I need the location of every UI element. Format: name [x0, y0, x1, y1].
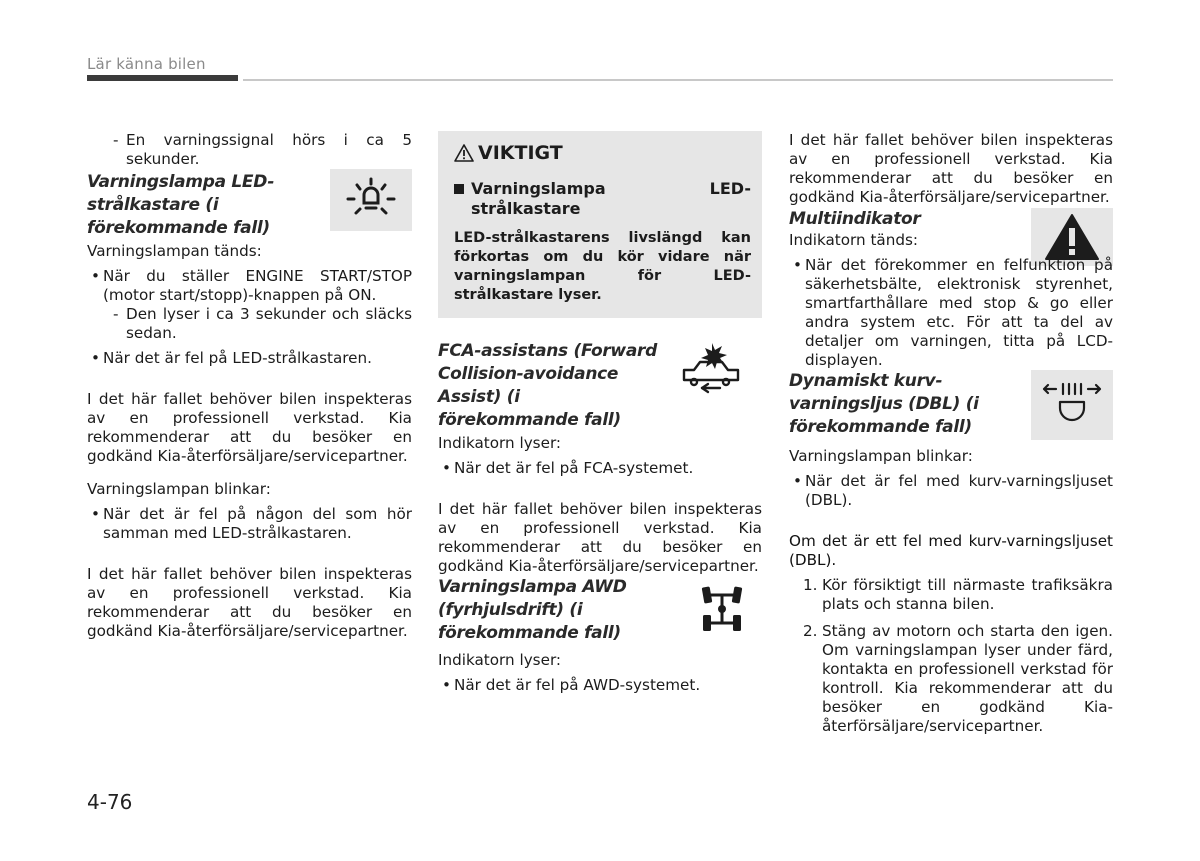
- header-accent-bar: [87, 75, 238, 81]
- column-1: [87, 131, 412, 641]
- page-number: 4-76: [87, 790, 133, 814]
- column-2: [438, 131, 762, 695]
- header-rule: [243, 79, 1113, 81]
- multi-heading: Multiindikator: [789, 209, 921, 229]
- warning-title: VIKTIGT: [478, 142, 563, 164]
- multi-bullet: • När det förekommer en felfunktion på säkerhetsbälte, elektronisk styrenhet, smartfarthållare med stop & go eller andra system etc. För att ta del av detaljer om varningen, titta på LCD-displayen.: [789, 256, 1113, 370]
- led-lights-dash-list: [87, 305, 412, 343]
- dbl-step-2: [789, 622, 1113, 736]
- warning-title-row: [454, 141, 751, 165]
- awd-bullet: • När det är fel på AWD-systemet.: [438, 676, 762, 695]
- fca-icon-box: [672, 338, 762, 400]
- dbl-bullet: • När det är fel med kurv-varningsljuset (DBL).: [789, 472, 1113, 510]
- inspect-paragraph-2: I det här fallet behöver bilen inspekteras av en professionell verkstad. Kia rekommenderar att du besöker en godkänd Kia-återförsäljare/servicepartner.: [87, 565, 412, 640]
- intro-dash-list: [87, 131, 412, 169]
- dbl-heading: Dynamiskt kurv-varningsljus (DBL) (i förekommande fall): [789, 371, 979, 437]
- section-title: Lär känna bilen: [87, 55, 206, 73]
- awd-section-header: [438, 576, 762, 645]
- led-lights-label: Varningslampan tänds:: [87, 242, 262, 260]
- warning-text: LED-strålkastarens livslängd kan förkortas om du kör vidare när varningslampan för LED-strålkastare lyser.: [454, 230, 751, 303]
- fca-inspect-paragraph: I det här fallet behöver bilen inspekteras av en professionell verkstad. Kia rekommenderar att du besöker en godkänd Kia-återförsäljare/servicepartner.: [438, 500, 762, 575]
- warning-subtitle: Varningslampa LED-strålkastare: [454, 179, 751, 219]
- blink-bullet: • När det är fel på någon del som hör samman med LED-strålkastaren.: [87, 505, 412, 543]
- dbl-fault-intro: Om det är ett fel med kurv-varningsljuset (DBL).: [789, 532, 1113, 569]
- dbl-step-1: [789, 576, 1113, 614]
- led-heading: Varningslampa LED-strålkastare (i förekommande fall): [87, 172, 275, 238]
- step-text: Stäng av motorn och starta den igen. Om varningslampan lyser under färd, kontakta en professionell verkstad för kontroll. Kia rekommenderar att du besöker en godkänd Kia-återförsäljare/servicepartner.: [822, 622, 1113, 735]
- awd-heading: Varningslampa AWD (fyrhjulsdrift) (i förekommande fall): [438, 577, 627, 643]
- fca-list: [438, 459, 762, 478]
- awd-warning-icon: [699, 581, 745, 637]
- fca-warning-icon: [676, 338, 758, 400]
- led-headlamp-warning-icon: [342, 175, 400, 225]
- column-3: [789, 131, 1113, 736]
- warning-box: [438, 131, 762, 318]
- inspect-paragraph-1: I det här fallet behöver bilen inspekteras av en professionell verkstad. Kia rekommenderar att du besöker en godkänd Kia-återförsäljare/servicepartner.: [87, 390, 412, 465]
- led-section-header: [87, 171, 412, 240]
- step-number: 1.: [803, 576, 818, 594]
- led-lights-list-2: [87, 349, 412, 368]
- intro-dash-item: - En varningssignal hörs i ca 5 sekunder.: [87, 131, 412, 169]
- col3-inspect-paragraph: I det här fallet behöver bilen inspekteras av en professionell verkstad. Kia rekommenderar att du besöker en godkänd Kia-återförsäljare/servicepartner.: [789, 131, 1113, 206]
- multi-section-header: [789, 208, 1113, 231]
- fca-bullet: • När det är fel på FCA-systemet.: [438, 459, 762, 478]
- dbl-label: Varningslampan blinkar:: [789, 447, 973, 465]
- dbl-icon-box: [1031, 370, 1113, 440]
- fca-heading: FCA-assistans (Forward Collision-avoidance Assist) (i förekommande fall): [438, 341, 657, 430]
- led-lights-list: [87, 267, 412, 305]
- dbl-steps-list: [789, 576, 1113, 736]
- dbl-warning-icon: [1040, 378, 1104, 432]
- multi-label: Indikatorn tänds:: [789, 231, 919, 249]
- fca-section-header: [438, 340, 762, 432]
- step-number: 2.: [803, 622, 818, 640]
- step-text: Kör försiktigt till närmaste trafiksäkra plats och stanna bilen.: [822, 576, 1113, 613]
- fca-label: Indikatorn lyser:: [438, 434, 562, 452]
- awd-icon-box: [692, 578, 752, 640]
- warning-triangle-icon: [454, 144, 474, 162]
- awd-label: Indikatorn lyser:: [438, 651, 562, 669]
- awd-list: [438, 676, 762, 695]
- dbl-section-header: [789, 370, 1113, 439]
- led-lights-bullet-2: • När det är fel på LED-strålkastaren.: [87, 349, 412, 368]
- led-lights-dash-1: - Den lyser i ca 3 sekunder och släcks sedan.: [87, 305, 412, 343]
- dbl-list: [789, 472, 1113, 510]
- led-icon-box: [330, 169, 412, 231]
- blink-list: [87, 505, 412, 543]
- multi-list: [789, 256, 1113, 370]
- led-lights-bullet-1: • När du ställer ENGINE START/STOP (motor start/stopp)-knappen på ON.: [87, 267, 412, 305]
- blink-label: Varningslampan blinkar:: [87, 480, 271, 498]
- master-warning-triangle-icon: [1044, 213, 1100, 261]
